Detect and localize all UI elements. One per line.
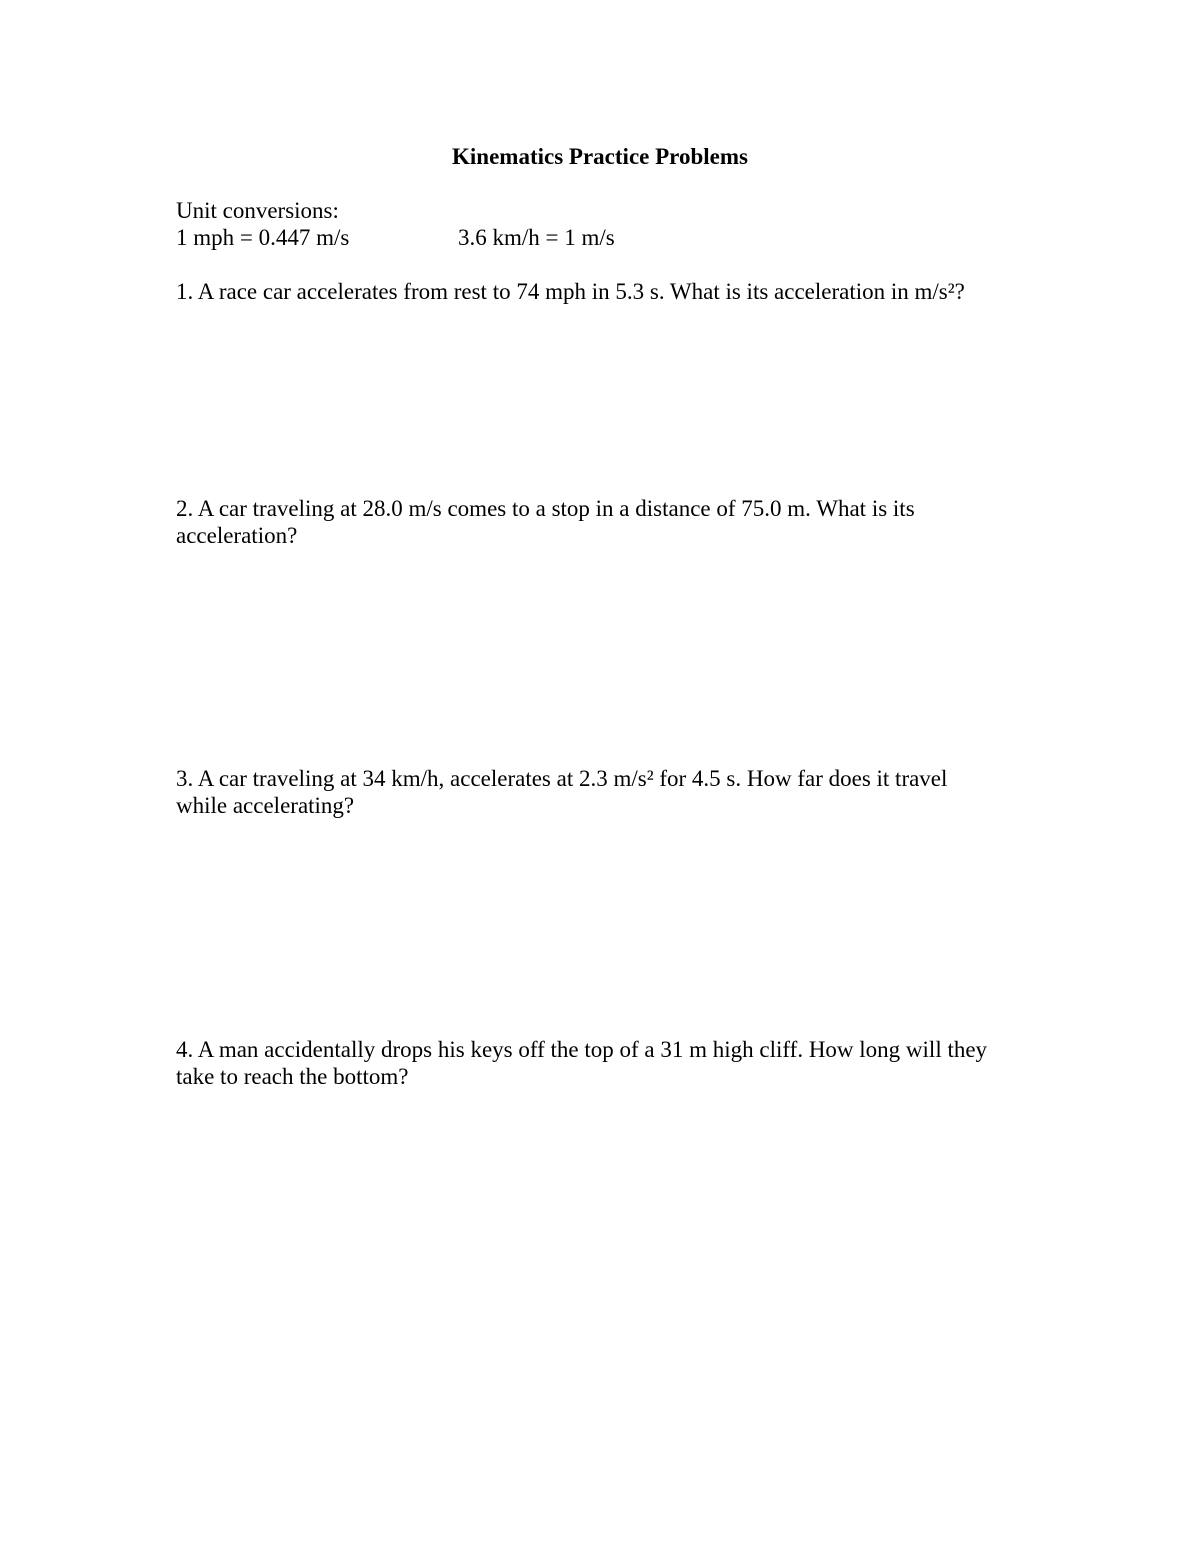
problem-1-text: 1. A race car accelerates from rest to 74 mph in 5.3 s. What is its acceleration in m/s²? [176, 279, 965, 304]
problem-4 [176, 1036, 1036, 1090]
problem-2-line2: acceleration? [176, 523, 298, 548]
conversion-kmh: 3.6 km/h = 1 m/s [458, 225, 615, 250]
problem-4-line2: take to reach the bottom? [176, 1064, 409, 1089]
problem-3-line2: while accelerating? [176, 793, 355, 818]
problem-2-line1: 2. A car traveling at 28.0 m/s comes to a stop in a distance of 75.0 m. What is its [176, 496, 915, 521]
problem-3 [176, 765, 1036, 819]
problem-4-line1: 4. A man accidentally drops his keys off the top of a 31 m high cliff. How long will they [176, 1037, 988, 1062]
problem-1 [176, 278, 1036, 305]
problem-3-line1: 3. A car traveling at 34 km/h, accelerates at 2.3 m/s² for 4.5 s. How far does it travel [176, 766, 948, 791]
problem-2 [176, 495, 1036, 549]
conversions-heading: Unit conversions: [176, 198, 339, 223]
page-title: Kinematics Practice Problems [452, 144, 748, 169]
conversion-mph: 1 mph = 0.447 m/s [176, 225, 350, 250]
